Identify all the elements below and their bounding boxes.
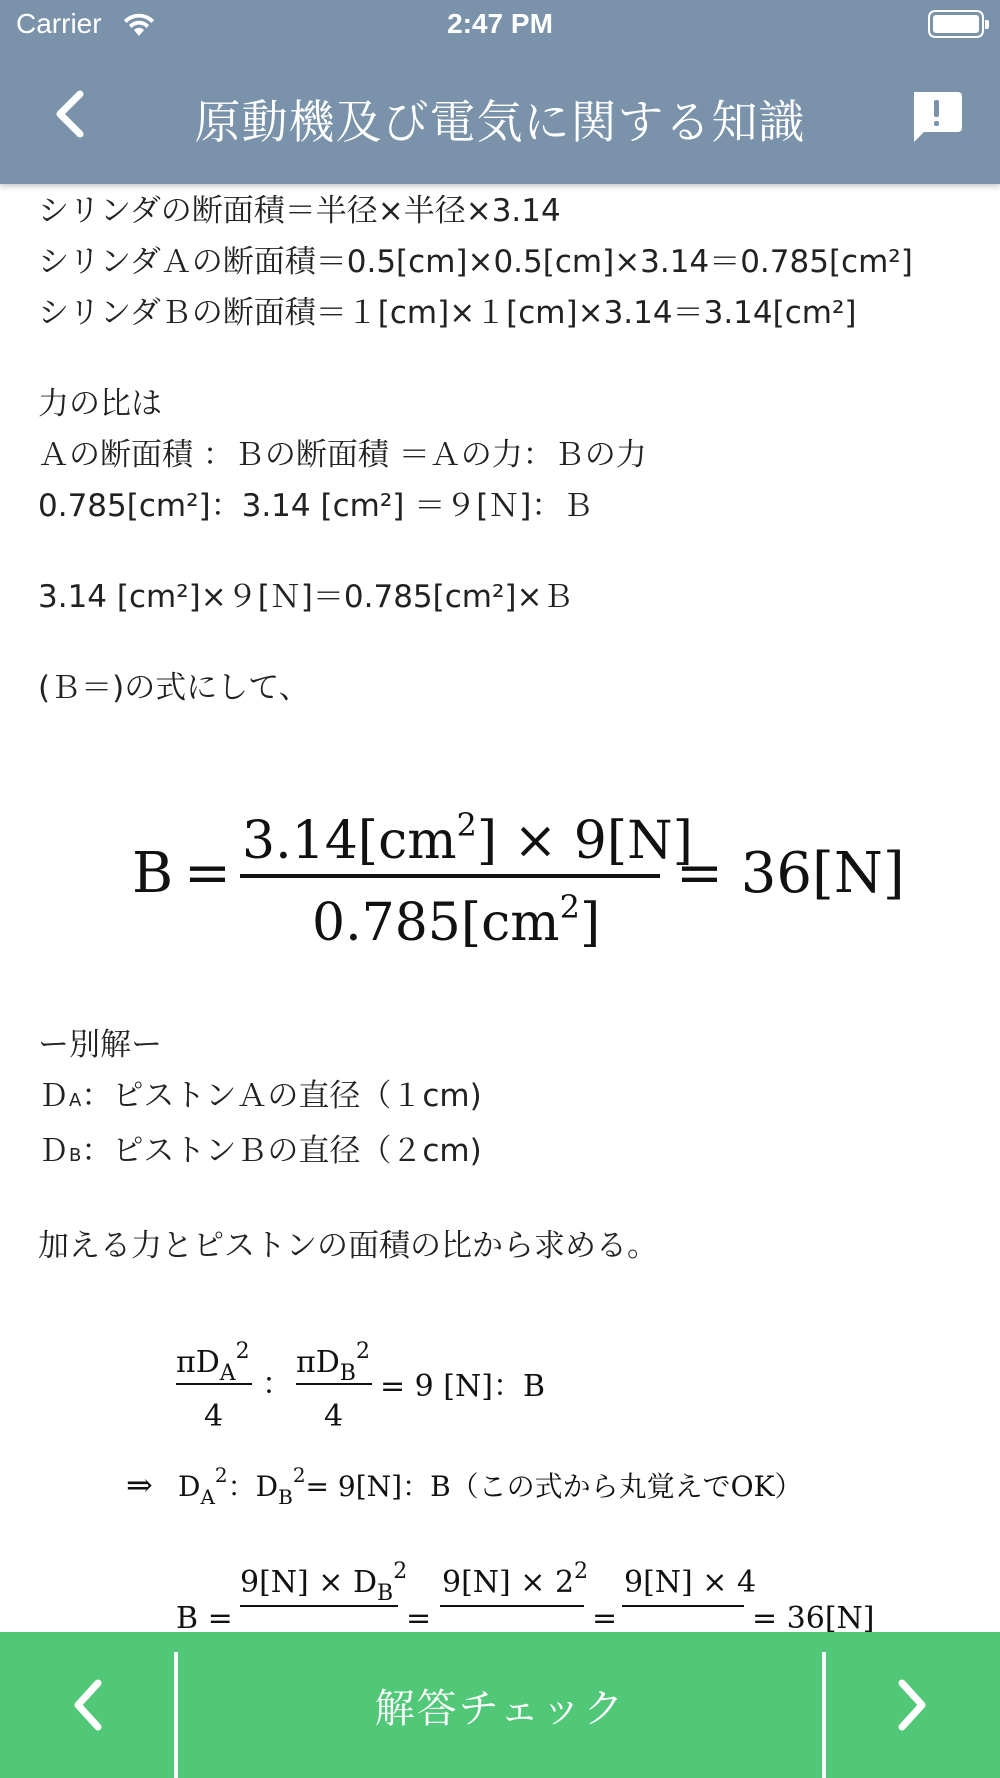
- text-line: Ａの断面積 ：Ｂの断面積 ＝Ａの力：Ｂの力: [38, 437, 647, 473]
- app-header: [0, 0, 1000, 184]
- svg-text:= 9 [N]：B: = 9 [N]：B: [380, 1369, 545, 1404]
- svg-text:=: =: [592, 1601, 618, 1632]
- previous-question-button[interactable]: [0, 1632, 176, 1778]
- svg-text:9[N] × 4: 9[N] × 4: [624, 1565, 757, 1600]
- battery-icon: [928, 10, 984, 38]
- text-line: (Ｂ＝)の式にして、: [38, 670, 310, 706]
- svg-text:4: 4: [324, 1399, 344, 1434]
- svg-text:0.785[cm2]: $0.785[cm^2]$: [312, 888, 601, 953]
- svg-text:πDB2: $\pi D_B^2$: [296, 1339, 370, 1386]
- svg-text:：: ：: [262, 1367, 292, 1402]
- back-button[interactable]: [40, 84, 100, 144]
- answer-check-button[interactable]: 解答チェック: [374, 1685, 626, 1732]
- formula-result: = 36[N]: [676, 841, 905, 906]
- svg-text:3.14[cm2] × 9[N]: $3.14[cm^2] \times 9[N]$: [242, 806, 693, 871]
- text-line: シリンダＢの断面積＝１[cm]×１[cm]×3.14＝3.14[cm²]: [38, 295, 857, 331]
- svg-text:B =: B =: [176, 1601, 233, 1632]
- svg-text:⇒: ⇒: [126, 1466, 153, 1504]
- formula-equals: =: [184, 841, 231, 906]
- clock: 2:47 PM: [447, 8, 553, 39]
- chevron-left-icon: [68, 1677, 108, 1733]
- svg-text:4: 4: [204, 1399, 224, 1434]
- report-bubble-icon: [908, 88, 964, 144]
- text-line: ＤA：ピストンＡの直径（１cm): [38, 1078, 482, 1114]
- text-line: 力の比は: [38, 386, 162, 422]
- formula-lhs: B: [132, 841, 174, 906]
- navigation-bar: [0, 60, 1000, 172]
- svg-text:= 36[N]: = 36[N]: [752, 1601, 875, 1632]
- text-line: シリンダＡの断面積＝0.5[cm]×0.5[cm]×3.14＝0.785[cm²]: [38, 244, 913, 280]
- svg-text:πDA2: $\pi D_A^2$: [176, 1339, 250, 1386]
- formula-proportion: [0, 1452, 924, 1522]
- formula-numerator: 3.14[cm: [242, 811, 457, 871]
- alt-heading: ー別解ー: [38, 1027, 162, 1063]
- formula-final: [0, 1532, 924, 1632]
- text-line: 0.785[cm²]：3.14 [cm²] ＝９[Ｎ]：Ｂ: [38, 488, 594, 524]
- text-line: 3.14 [cm²]×９[Ｎ]＝0.785[cm²]×Ｂ: [38, 579, 574, 615]
- report-button[interactable]: [908, 88, 964, 144]
- text-line: ＤB：ピストンＢの直径（２cm): [38, 1133, 482, 1169]
- svg-text:=: =: [406, 1601, 432, 1632]
- svg-text:9[N] × 22: $9[N] \times 2^2$: [442, 1559, 589, 1600]
- text-line: 加える力とピストンの面積の比から求める。: [38, 1228, 658, 1264]
- next-question-button[interactable]: [824, 1632, 1000, 1778]
- formula-main: [0, 722, 924, 982]
- text-line: シリンダの断面積＝半径×半径×3.14: [38, 193, 561, 229]
- svg-text:DA2：DB2= 9[N]：B（この式から丸覚えでOK）: $D_A^2$：$D_B^2= 9[N]$：B（この式から丸覚えでOK）: [178, 1463, 803, 1509]
- carrier-label: Carrier: [16, 8, 102, 39]
- status-bar: [0, 0, 1000, 50]
- formula-denominator: 0.785[cm: [312, 893, 560, 953]
- chevron-right-icon: [892, 1677, 932, 1733]
- formula-ratio: [0, 1322, 924, 1442]
- chevron-left-icon: [52, 88, 88, 140]
- bottom-toolbar: [0, 1632, 1000, 1778]
- page-title: 原動機及び電気に関する知識: [194, 95, 806, 149]
- svg-text:9[N] × DB2: $9[N] \times D_B^2$: [240, 1559, 408, 1606]
- explanation-content: [0, 184, 1000, 1632]
